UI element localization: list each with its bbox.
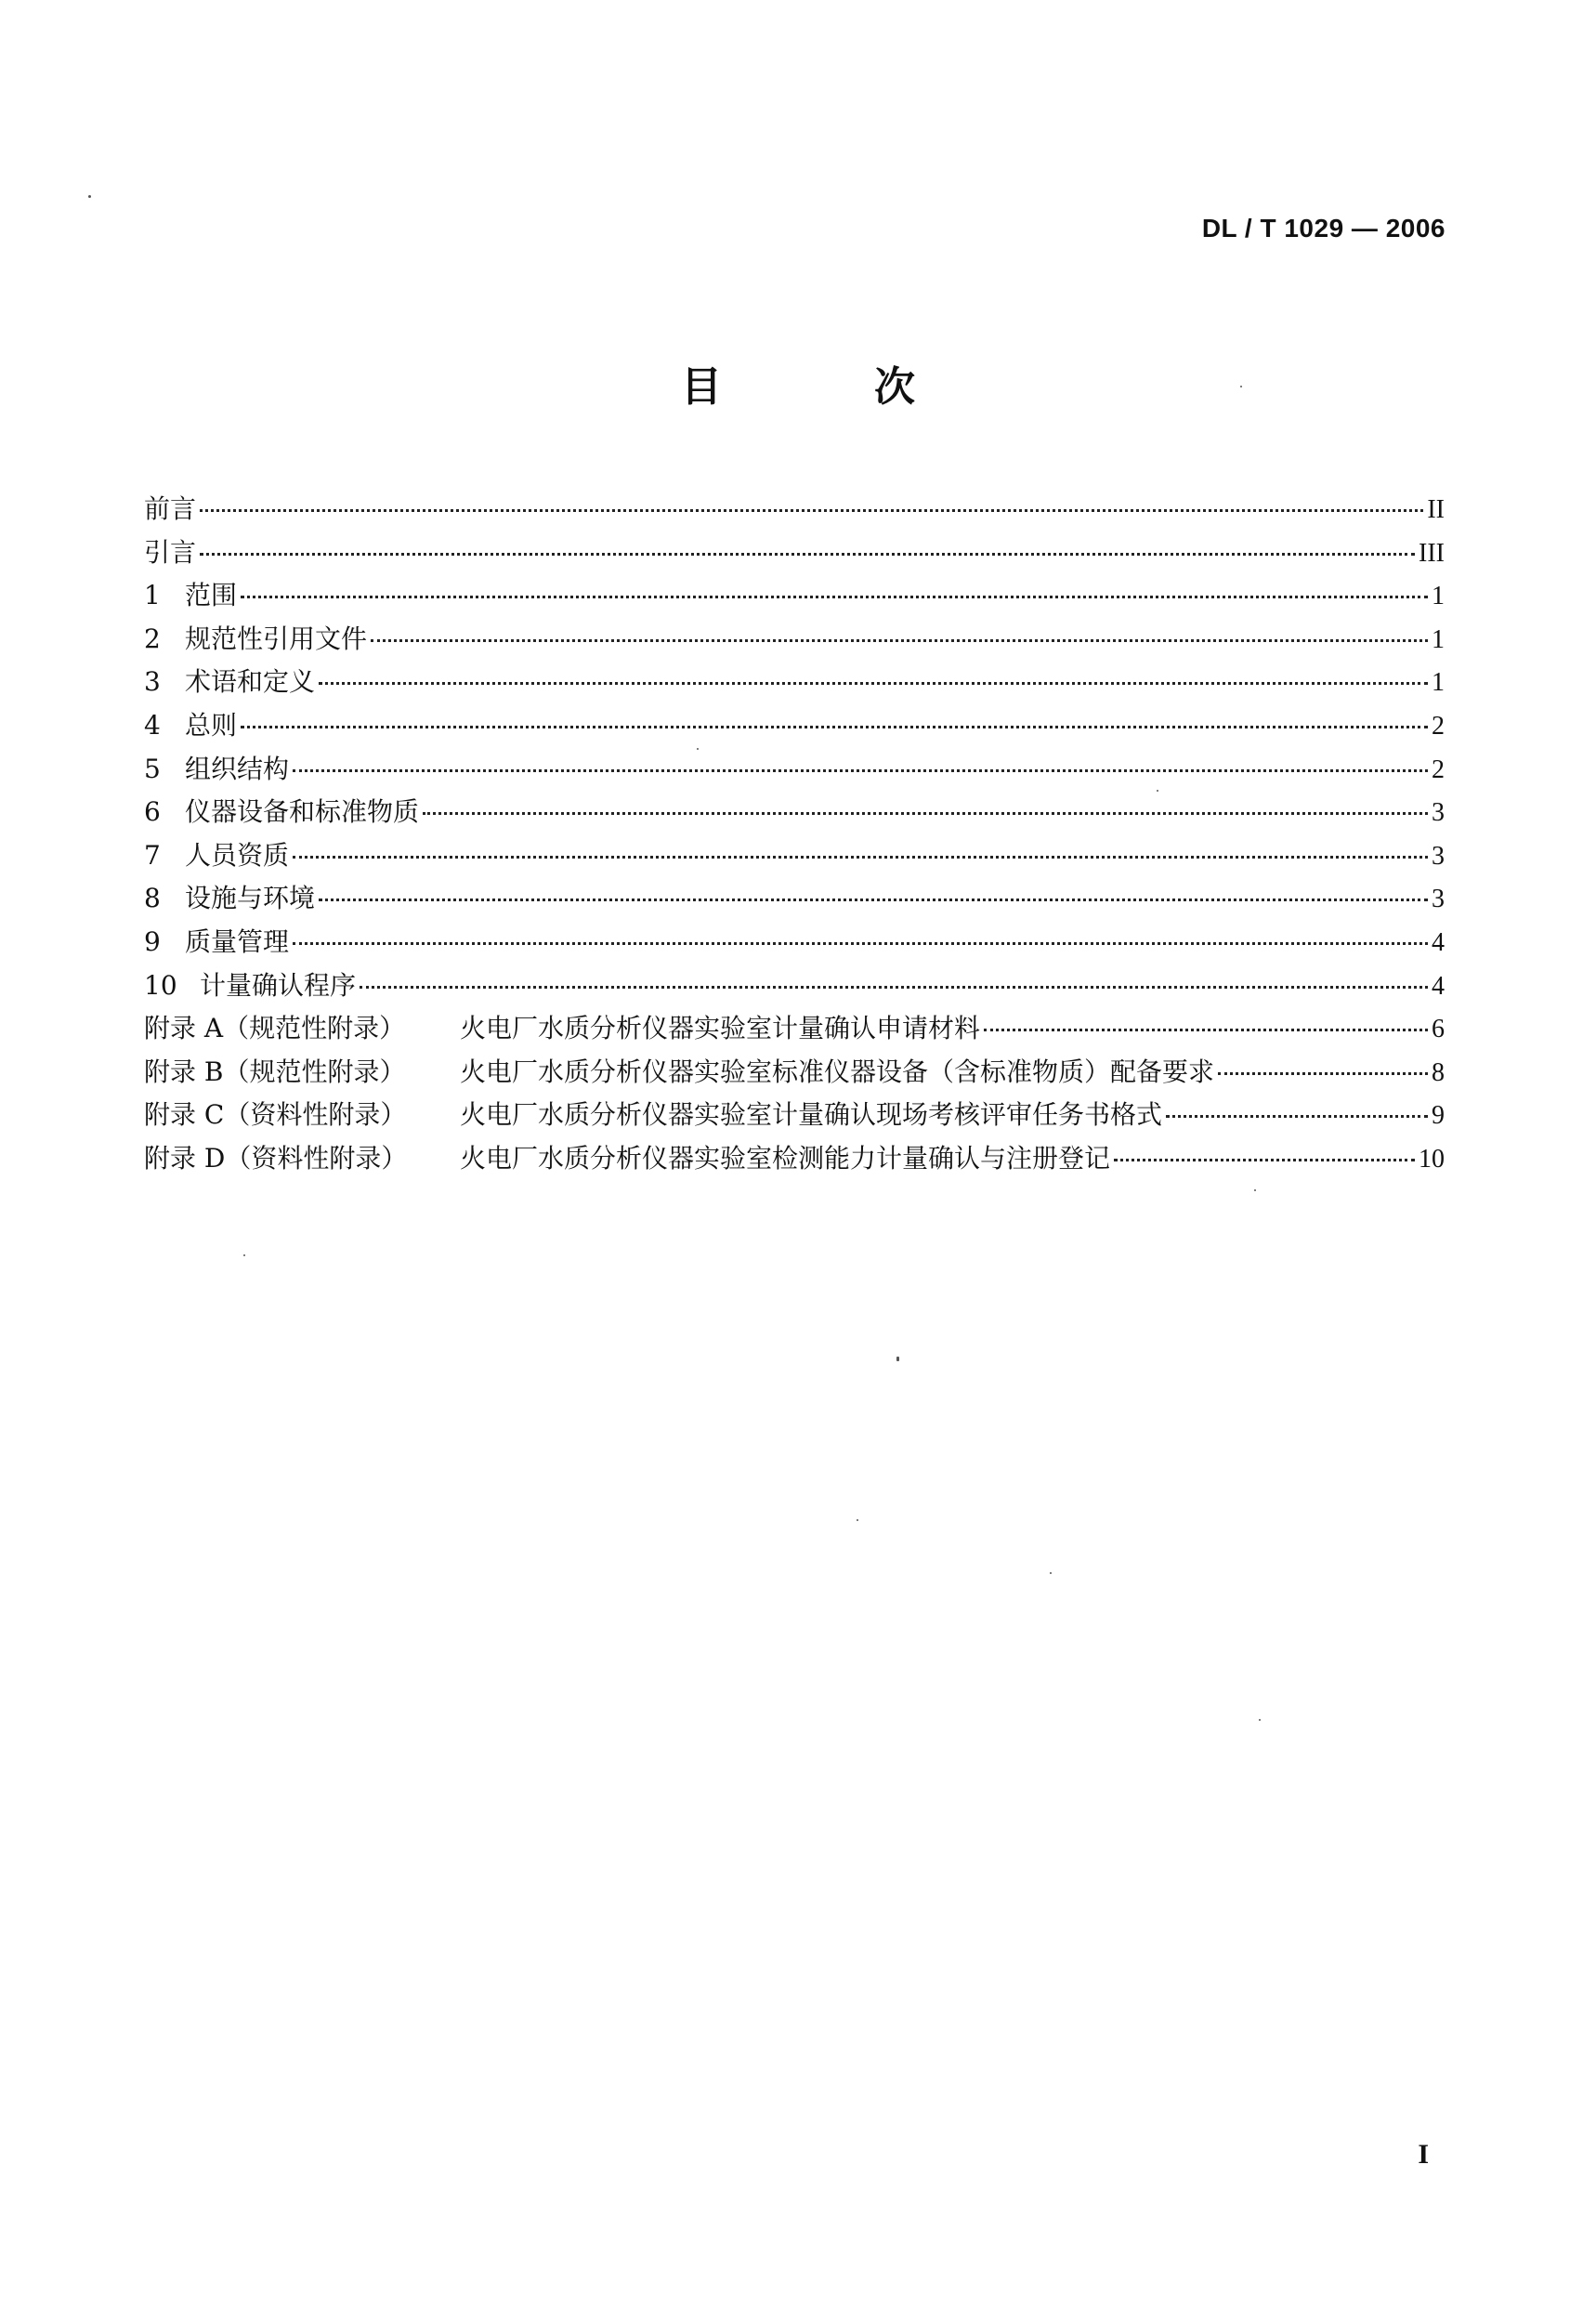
toc-entry-appendix-d[interactable] [144, 1137, 1445, 1181]
standard-code: DL / T 1029 — 2006 [1201, 214, 1446, 243]
toc-entry-1[interactable] [144, 574, 1445, 618]
toc-entry-label: 火电厂水质分析仪器实验室计量确认申请材料 [460, 1013, 981, 1044]
toc-entry-label: 仪器设备和标准物质 [185, 796, 420, 828]
toc-entry-label: 设施与环境 [185, 883, 316, 914]
toc-dot-leader [319, 681, 1428, 685]
toc-entry-foreword[interactable] [144, 488, 1445, 531]
toc-entry-appendix-a[interactable] [144, 1007, 1445, 1051]
toc-entry-label: 引言 [144, 536, 197, 568]
toc-entry-number: 6 [144, 796, 161, 828]
toc-entry-page: 4 [1432, 971, 1445, 1001]
toc-entry-label: 前言 [144, 493, 197, 524]
toc-entry-page: 3 [1432, 798, 1445, 828]
toc-dot-leader [360, 985, 1428, 989]
toc-entry-label: 组织结构 [185, 753, 290, 784]
toc-entry-label: 火电厂水质分析仪器实验室计量确认现场考核评审任务书格式 [460, 1099, 1163, 1131]
toc-entry-page: 3 [1432, 885, 1445, 914]
toc-entry-appendix-b[interactable] [144, 1051, 1445, 1095]
toc-entry-4[interactable] [144, 704, 1445, 748]
toc-entry-3[interactable] [144, 661, 1445, 704]
toc-entry-number: 8 [144, 883, 161, 914]
toc-entry-label: 人员资质 [185, 839, 290, 871]
toc-entry-page: 8 [1432, 1057, 1445, 1087]
toc-entry-2[interactable] [144, 618, 1445, 662]
toc-dot-leader [1114, 1158, 1415, 1161]
toc-entry-6[interactable] [144, 791, 1445, 834]
toc-appendix-tag: 附录 A（规范性附录） [144, 1013, 406, 1044]
toc-entry-number: 10 [144, 969, 177, 1001]
toc-dot-leader [1166, 1114, 1428, 1118]
toc-entry-label: 范围 [185, 580, 238, 611]
scan-speck [1050, 1572, 1052, 1574]
toc-dot-leader [293, 855, 1428, 859]
toc-dot-leader [293, 768, 1428, 772]
toc-appendix-tag: 附录 C（资料性附录） [144, 1099, 407, 1131]
toc-entry-label: 火电厂水质分析仪器实验室标准仪器设备（含标准物质）配备要求 [460, 1056, 1215, 1087]
toc-entry-appendix-c[interactable] [144, 1094, 1445, 1137]
toc-dot-leader [371, 638, 1428, 642]
toc-entry-5[interactable] [144, 748, 1445, 792]
toc-entry-label: 计量确认程序 [200, 969, 357, 1001]
toc-entry-page: 9 [1432, 1101, 1445, 1131]
toc-dot-leader [293, 941, 1428, 945]
toc-entry-page: 6 [1432, 1015, 1445, 1044]
toc-entry-label: 质量管理 [185, 925, 290, 957]
toc-entry-10[interactable] [144, 964, 1445, 1008]
toc-entry-label: 总则 [185, 709, 238, 741]
scan-speck [1259, 1719, 1261, 1721]
toc-dot-leader [200, 508, 1423, 512]
toc-dot-leader [241, 595, 1428, 598]
toc-dot-leader [1218, 1071, 1428, 1075]
toc-entry-page: 4 [1432, 927, 1445, 957]
toc-entry-number: 5 [144, 753, 161, 784]
toc-entry-number: 2 [144, 623, 161, 654]
toc-dot-leader [423, 811, 1428, 815]
toc-entry-page: 1 [1432, 624, 1445, 654]
toc-dot-leader [984, 1028, 1428, 1031]
toc-appendix-tag: 附录 D（资料性附录） [144, 1142, 408, 1174]
toc-entry-number: 9 [144, 925, 161, 957]
toc-entry-page: II [1427, 495, 1445, 524]
toc-dot-leader [319, 898, 1428, 901]
toc-entry-page: 10 [1419, 1144, 1445, 1174]
scan-speck [88, 195, 91, 198]
toc-entry-page: 2 [1432, 754, 1445, 784]
scan-speck [857, 1519, 858, 1521]
toc-entry-number: 4 [144, 709, 161, 741]
toc-entry-8[interactable] [144, 877, 1445, 921]
toc-entry-number: 3 [144, 666, 161, 698]
toc-entry-page: 2 [1432, 711, 1445, 741]
toc-dot-leader [241, 725, 1428, 728]
toc-appendix-tag: 附录 B（规范性附录） [144, 1056, 406, 1087]
toc-entry-label: 规范性引用文件 [185, 623, 368, 654]
scan-speck [1240, 386, 1242, 387]
toc-entry-introduction[interactable] [144, 531, 1445, 575]
table-of-contents [144, 488, 1445, 1181]
toc-entry-page: 3 [1432, 841, 1445, 871]
toc-entry-page: III [1419, 538, 1445, 568]
toc-entry-label: 火电厂水质分析仪器实验室检测能力计量确认与注册登记 [460, 1142, 1111, 1174]
page-folio: I [1418, 2139, 1429, 2170]
page-title: 目 次 [681, 363, 971, 411]
scan-speck [1157, 790, 1158, 792]
scan-speck [1254, 1189, 1256, 1191]
scan-speck [697, 748, 699, 750]
toc-entry-number: 1 [144, 580, 161, 611]
toc-entry-page: 1 [1432, 582, 1445, 611]
toc-entry-label: 术语和定义 [185, 666, 316, 698]
toc-entry-9[interactable] [144, 921, 1445, 964]
toc-entry-page: 1 [1432, 668, 1445, 698]
toc-dot-leader [200, 552, 1415, 556]
toc-entry-number: 7 [144, 839, 161, 871]
scan-speck [243, 1254, 245, 1256]
toc-entry-7[interactable] [144, 834, 1445, 878]
scan-speck [896, 1357, 899, 1361]
